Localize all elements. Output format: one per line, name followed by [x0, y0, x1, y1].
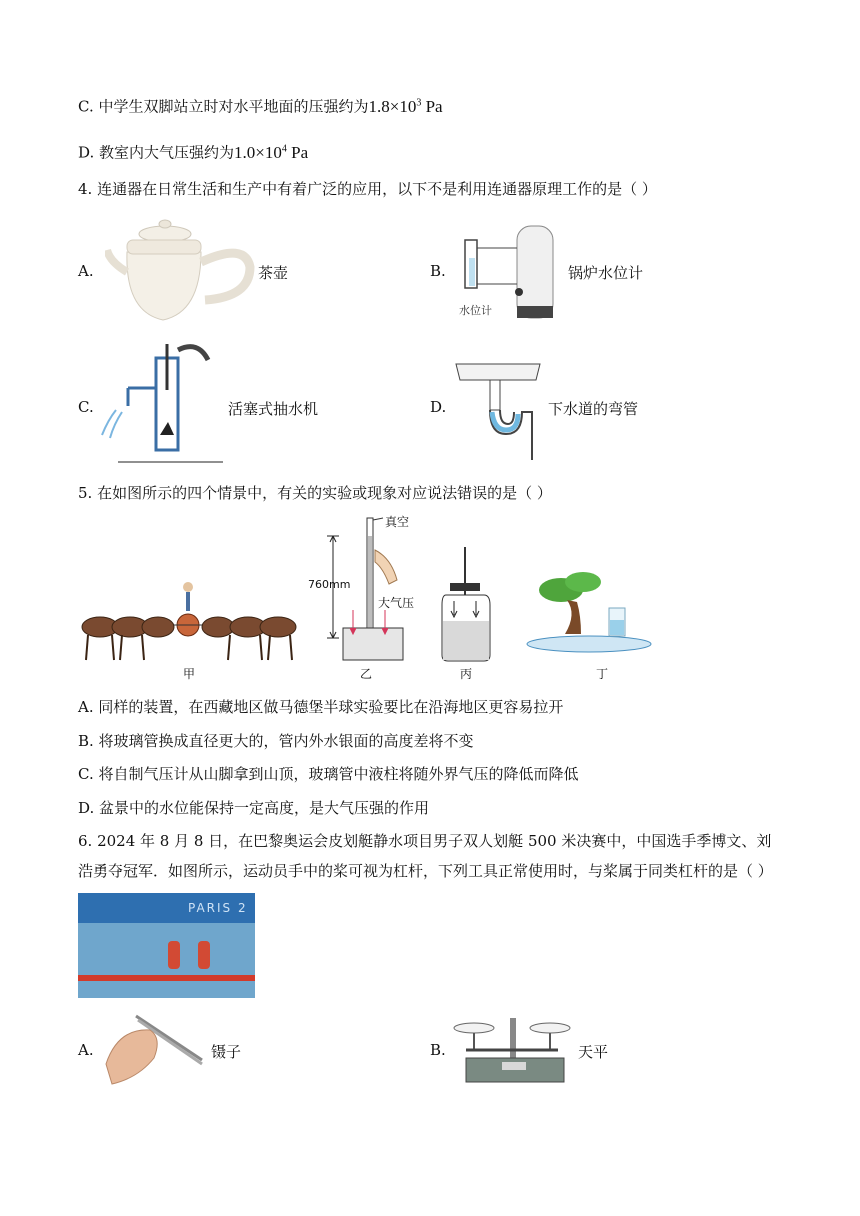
sink-trap-image	[452, 352, 544, 462]
boiler-gauge-label: 水位计	[459, 304, 492, 317]
q5-option-c: C. 将自制气压计从山脚拿到山顶，玻璃管中液柱将随外界气压的降低而降低	[78, 765, 579, 783]
q4-option-b-caption: 锅炉水位计	[568, 264, 644, 282]
tweezers-image	[98, 1008, 208, 1086]
q4-option-a-caption: 茶壶	[258, 264, 289, 282]
q3-option-d-value: $1.0\times 10^4$ Pa	[234, 142, 309, 162]
q4-option-d-caption: 下水道的弯管	[548, 400, 639, 418]
atm-label: 大气压	[378, 596, 415, 610]
figure-yi-label: 乙	[360, 667, 373, 681]
vacuum-label: 真空	[385, 515, 410, 529]
q5-option-a: A. 同样的装置，在西藏地区做马德堡半球实验要比在沿海地区更容易拉开	[78, 698, 564, 716]
q3-option-d	[78, 138, 308, 164]
q4-stem: 4. 连通器在日常生活和生产中有着广泛的应用，以下不是利用连通器原理工作的是（ ）	[78, 180, 657, 198]
q4-option-c-letter: C.	[78, 398, 94, 416]
q6-option-b-letter: B.	[430, 1041, 446, 1059]
q3-option-c-value: $1.8\times 10^3$ Pa	[368, 96, 443, 116]
q5-option-d: D. 盆景中的水位能保持一定高度，是大气压强的作用	[78, 799, 430, 817]
q4-option-a-letter: A.	[78, 262, 94, 280]
magdeburg-figure	[78, 565, 303, 665]
boiler-gauge-image	[455, 218, 565, 326]
piston-pump-image	[98, 340, 223, 465]
canoe-photo	[78, 893, 255, 998]
q4-option-d-letter: D.	[430, 398, 447, 416]
figure-jia-label: 甲	[183, 667, 196, 681]
figure-ding-label: 丁	[596, 667, 609, 681]
barometer-figure	[440, 545, 495, 665]
q4-option-b-letter: B.	[430, 262, 446, 280]
height-label: 760mm	[308, 578, 351, 591]
q6-option-a-caption: 镊子	[211, 1043, 242, 1061]
balance-scale-image	[452, 1014, 572, 1086]
q3-option-c-text: C. 中学生双脚站立时对水平地面的压强约为	[78, 97, 369, 116]
q4-option-c-caption: 活塞式抽水机	[228, 400, 319, 418]
paris-banner: PARIS 2	[188, 901, 248, 915]
q6-option-b-caption: 天平	[578, 1043, 609, 1061]
q6-option-a-letter: A.	[78, 1041, 94, 1059]
q6-stem: 6. 2024 年 8 月 8 日，在巴黎奥运会皮划艇静水项目男子双人划艇 500 米决赛中，中国选手季博文、刘浩勇夺冠军．如图所示，运动员手中的桨可视为杠杆，下列工具正常使用时，与桨属于同类杠杆的是（ ）	[78, 832, 773, 880]
q3-option-d-text: D. 教室内大气压强约为	[78, 143, 235, 162]
q5-stem: 5. 在如图所示的四个情景中，有关的实验或现象对应说法错误的是（ ）	[78, 484, 552, 502]
bonsai-figure	[525, 572, 660, 657]
q5-option-b: B. 将玻璃管换成直径更大的，管内外水银面的高度差将不变	[78, 732, 474, 750]
figure-bing-label: 丙	[460, 667, 473, 681]
q3-option-c	[78, 92, 443, 118]
teapot-image	[105, 212, 255, 330]
